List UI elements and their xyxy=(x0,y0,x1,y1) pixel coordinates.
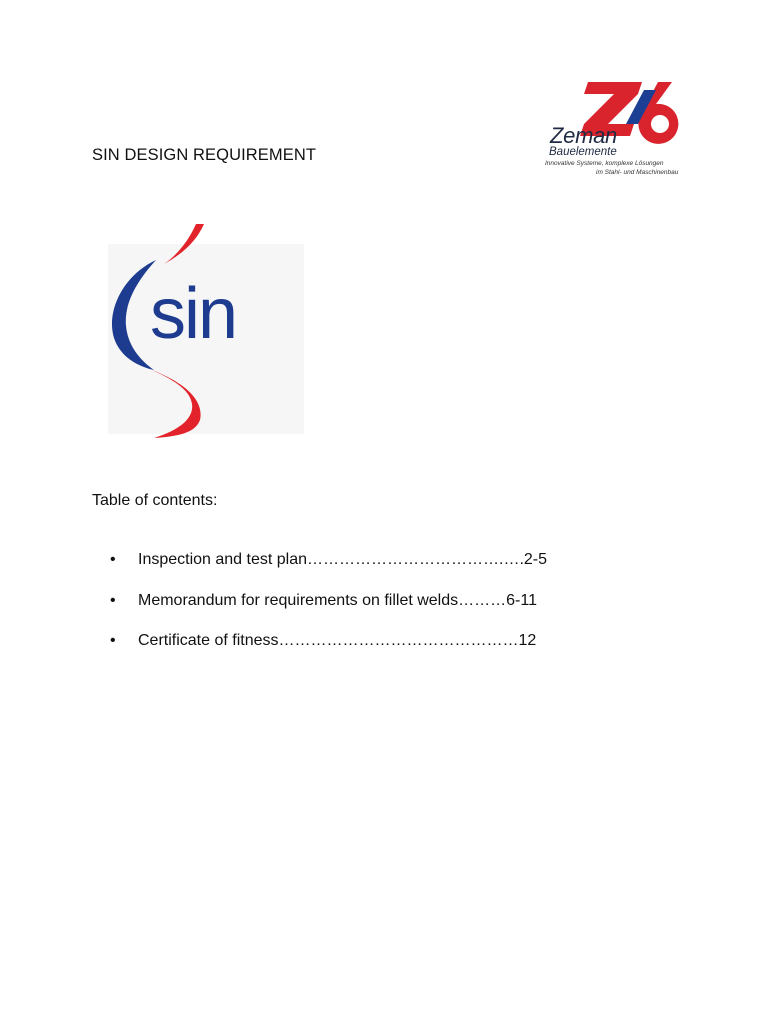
bullet-icon: • xyxy=(110,632,116,649)
sin-logo-graphic xyxy=(104,220,308,442)
bullet-icon: • xyxy=(110,591,116,609)
toc-item-text: Inspection and test plan……………………………….….2-5 xyxy=(138,551,548,568)
toc-item-text: Memorandum for requirements on fillet welds………6-11 xyxy=(138,591,537,609)
zeman-logo xyxy=(540,80,680,180)
zeman-tagline-1: Innovative Systeme, komplexe Lösungen xyxy=(545,160,664,167)
sin-logo xyxy=(104,220,308,442)
toc-item-text: Certificate of fitness………………………………………12 xyxy=(138,632,537,649)
sin-logo-text: sin xyxy=(150,274,237,354)
zeman-name: Zeman xyxy=(550,123,617,148)
zeman-tagline-2: im Stahl- und Maschinenbau xyxy=(596,169,679,176)
toc-heading: Table of contents: xyxy=(92,492,218,509)
document-title: SIN DESIGN REQUIREMENT xyxy=(92,146,317,164)
zeman-subtitle: Bauelemente xyxy=(549,146,617,158)
bullet-icon: • xyxy=(110,551,116,568)
